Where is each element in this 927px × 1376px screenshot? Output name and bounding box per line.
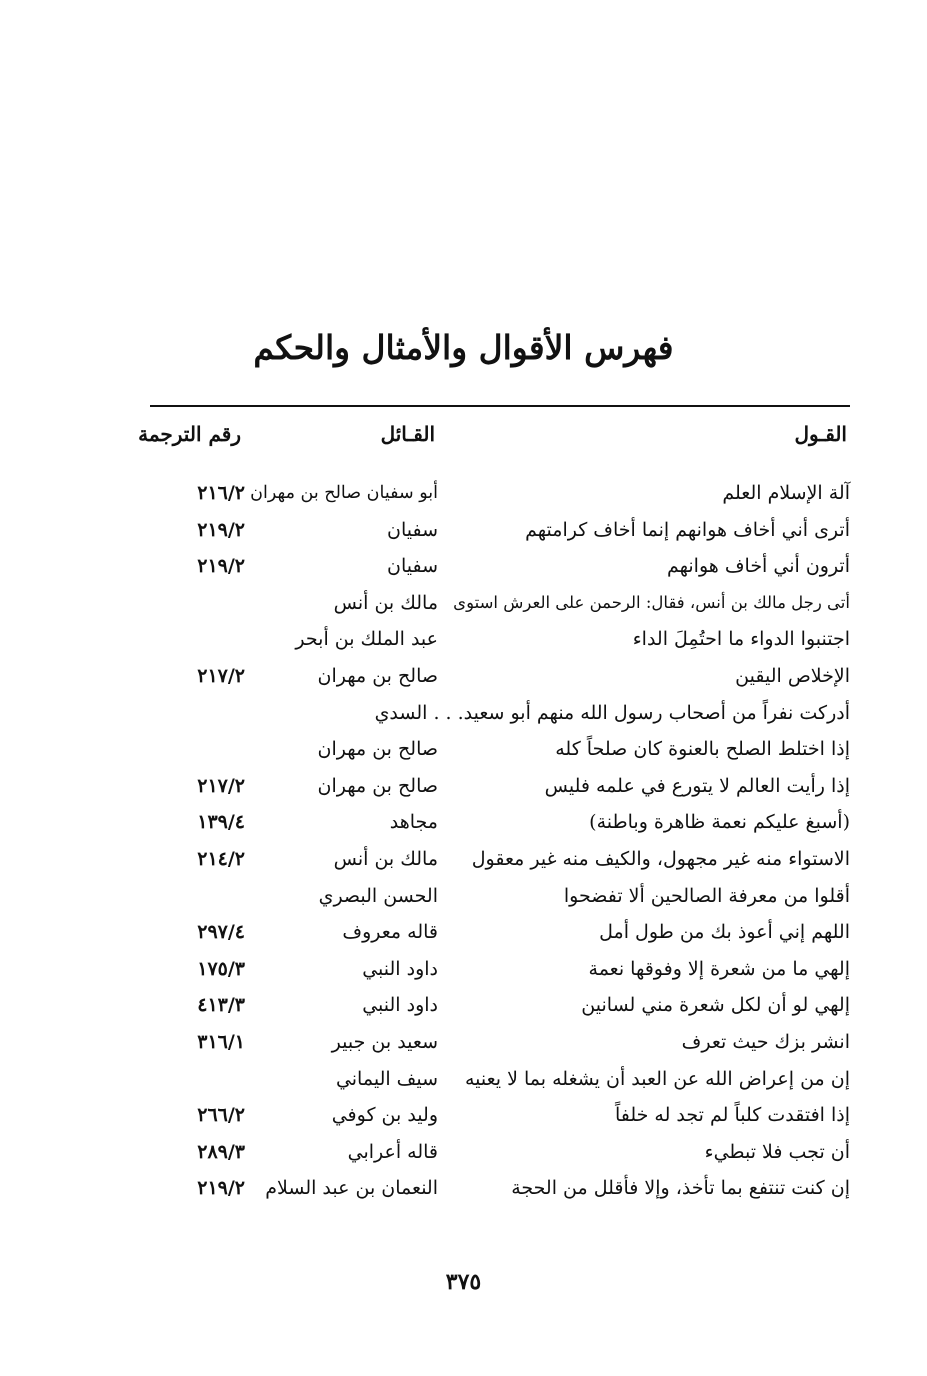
speaker-text: قاله معروف	[342, 921, 438, 944]
saying-text: أن تجب فلا تبطيء	[704, 1140, 850, 1163]
table-row	[150, 512, 850, 549]
saying-text: أدركت نفراً من أصحاب رسول الله منهم أبو سعيد. . . السدي	[374, 701, 850, 724]
table-row	[150, 1097, 850, 1134]
entry-number: ٢١٦/٢	[197, 482, 245, 504]
speaker-text: قاله أعرابي	[347, 1140, 438, 1163]
table-row	[150, 658, 850, 695]
speaker-text: عبد الملك بن أبحر	[295, 628, 438, 651]
table-row	[150, 914, 850, 951]
speaker-text: سفيان	[386, 555, 438, 578]
speaker-text: سعيد بن جبير	[331, 1030, 438, 1053]
table-row	[150, 878, 850, 915]
entry-number: ٢١٩/٢	[197, 555, 245, 578]
speaker-text: صالح بن مهران	[317, 774, 438, 797]
entry-number: ٢١٤/٢	[197, 847, 245, 870]
saying-text: آلة الإسلام العلم	[722, 482, 850, 504]
speaker-text: الحسن البصري	[318, 884, 438, 907]
table-row	[150, 621, 850, 658]
column-header-saying: القـول	[794, 422, 847, 446]
entry-number: ١٣٩/٤	[197, 811, 245, 834]
speaker-text: داود النبي	[362, 957, 438, 980]
saying-text: إلهي ما من شعرة إلا وفوقها نعمة	[588, 957, 850, 980]
saying-text: أقلوا من معرفة الصالحين ألا تفضحوا	[563, 884, 850, 907]
page-title: فهرس الأقوال والأمثال والحكم	[253, 328, 674, 367]
entry-number: ٣١٦/١	[197, 1030, 245, 1053]
entry-number: ٢١٩/٢	[197, 1177, 245, 1200]
table-row	[150, 804, 850, 841]
table-row	[150, 475, 850, 512]
speaker-text: النعمان بن عبد السلام	[265, 1177, 438, 1200]
saying-text: (أسبغ عليكم نعمة ظاهرة وباطنة)	[589, 811, 850, 834]
column-header-speaker: القـائل	[380, 422, 435, 446]
entry-number: ١٧٥/٣	[197, 957, 245, 980]
saying-text: أترون أني أخاف هوانهم	[666, 555, 850, 578]
speaker-text: وليد بن كوفي	[331, 1104, 438, 1127]
speaker-text: مالك بن أنس	[333, 591, 438, 614]
table-row	[150, 585, 850, 622]
table-row	[150, 1134, 850, 1171]
saying-text: إذا رأيت العالم لا يتورع في علمه فليس	[544, 774, 850, 797]
saying-text: انشر بزك حيث تعرف	[681, 1030, 850, 1053]
table-row	[150, 1170, 850, 1207]
column-header-number: رقم الترجمة	[138, 422, 241, 446]
table-row	[150, 731, 850, 768]
saying-text: إذا افتقدت كلباً لم تجد له خلفاً	[614, 1104, 850, 1127]
table-row	[150, 548, 850, 585]
table-row	[150, 768, 850, 805]
entry-number: ٤١٣/٣	[197, 994, 245, 1017]
speaker-text: صالح بن مهران	[317, 738, 438, 761]
saying-text: أترى أني أخاف هوانهم إنما أخاف كرامتهم	[525, 518, 850, 541]
speaker-text: مجاهد	[389, 811, 438, 834]
saying-text: إن من إعراض الله عن العبد أن يشغله بما لا يعنيه	[464, 1067, 850, 1090]
saying-text: إن كنت تنتفع بما تأخذ، وإلا فأقلل من الحجة	[511, 1177, 850, 1200]
saying-text: أتى رجل مالك بن أنس، فقال: الرحمن على العرش استوى	[453, 592, 850, 612]
speaker-text: سيف اليماني	[335, 1067, 438, 1090]
entry-number: ٢٩٧/٤	[197, 921, 245, 944]
entry-number: ٢١٩/٢	[197, 518, 245, 541]
speaker-text: داود النبي	[362, 994, 438, 1017]
table-row	[150, 841, 850, 878]
speaker-text: سفيان	[386, 518, 438, 541]
entry-number: ٢٨٩/٣	[197, 1140, 245, 1163]
index-table	[150, 475, 850, 1207]
page-number: ٣٧٥	[445, 1269, 482, 1295]
speaker-text: صالح بن مهران	[317, 664, 438, 687]
entry-number: ٢١٧/٢	[197, 774, 245, 797]
speaker-text: مالك بن أنس	[333, 847, 438, 870]
speaker-text: أبو سفيان صالح بن مهران	[250, 483, 438, 503]
saying-text: اجتنبوا الدواء ما احتُمِلَ الداء	[632, 628, 850, 651]
table-row	[150, 695, 850, 732]
saying-text: الاستواء منه غير مجهول، والكيف منه غير معقول	[471, 847, 850, 870]
saying-text: إلهي لو أن لكل شعرة مني لسانين	[581, 994, 850, 1017]
table-row	[150, 1061, 850, 1098]
table-row	[150, 951, 850, 988]
saying-text: إذا اختلط الصلح بالعنوة كان صلحاً كله	[555, 738, 850, 761]
table-row	[150, 987, 850, 1024]
entry-number: ٢١٧/٢	[197, 664, 245, 687]
saying-text: اللهم إني أعوذ بك من طول أمل	[599, 921, 850, 944]
table-row	[150, 1024, 850, 1061]
saying-text: الإخلاص اليقين	[735, 664, 850, 687]
entry-number: ٢٦٦/٢	[197, 1104, 245, 1127]
header-rule	[150, 405, 850, 407]
